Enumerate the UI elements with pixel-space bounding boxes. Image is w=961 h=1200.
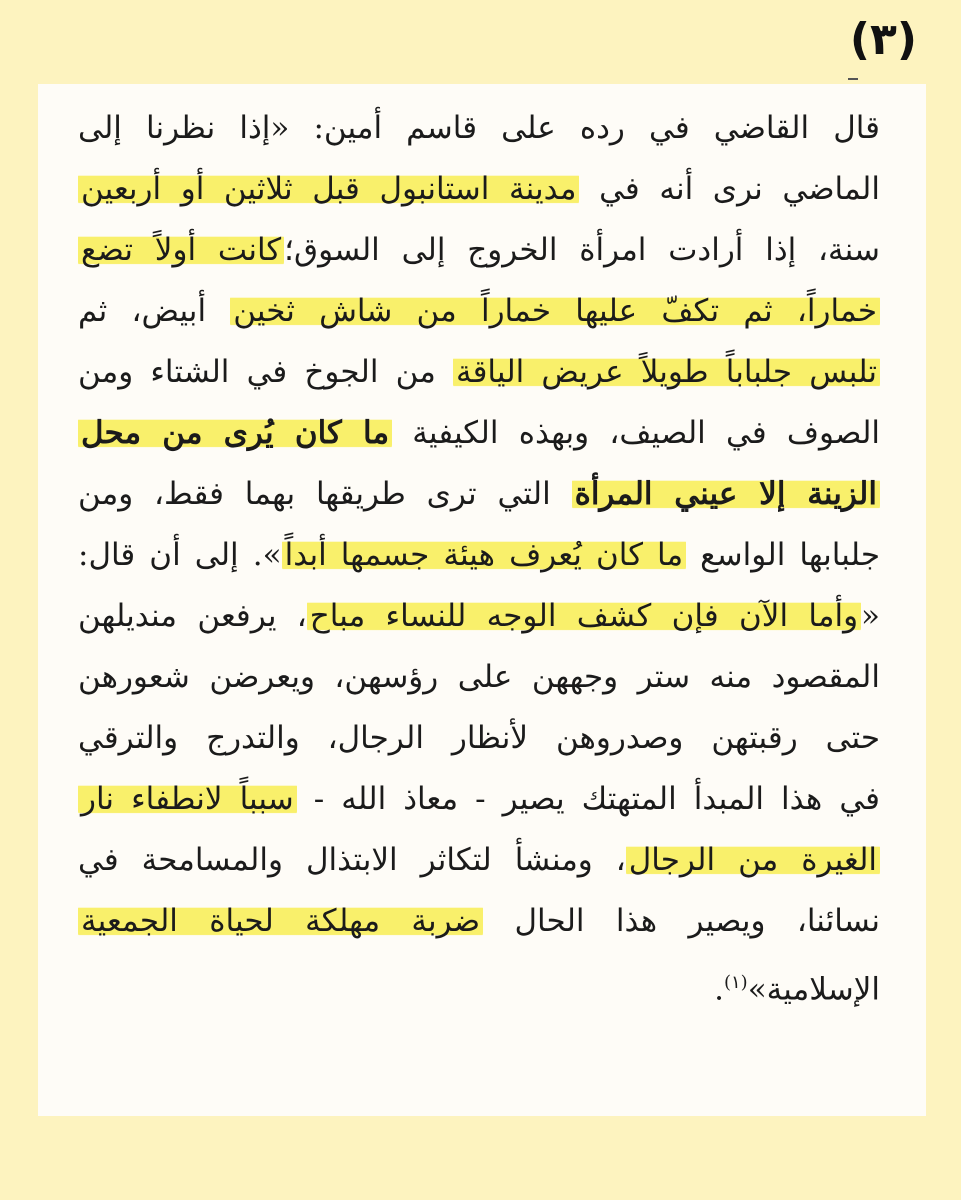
text-segment: الماضي نرى أنه في xyxy=(579,171,880,207)
text-segment: أبيض، ثم xyxy=(78,293,231,329)
text-line xyxy=(78,403,880,464)
text-segment: ، يرفعن منديلهن xyxy=(78,598,307,634)
text-segment: سنة، إذا أرادت امرأة الخروج إلى السوق؛ xyxy=(284,232,880,268)
scan-mark xyxy=(848,78,858,80)
highlighted-text: الغيرة من الرجال xyxy=(626,842,880,878)
text-line xyxy=(78,647,880,708)
text-line xyxy=(78,464,880,525)
text-segment: ». إلى أن قال: xyxy=(78,537,282,573)
highlighted-text: ما كان يُعرف هيئة جسمها أبداً xyxy=(282,537,687,573)
highlighted-text: خماراً، ثم تكفّ عليها خماراً من شاش ثخين xyxy=(230,293,880,329)
text-segment: من الجوخ في الشتاء ومن xyxy=(78,354,453,390)
text-segment: « xyxy=(861,598,881,634)
highlighted-text: الزينة إلا عيني المرأة xyxy=(572,476,880,512)
text-line xyxy=(78,220,880,281)
page-number: (٣) xyxy=(849,14,917,65)
highlighted-text: ضربة مهلكة لحياة الجمعية xyxy=(78,903,483,939)
text-line xyxy=(78,891,880,952)
book-page xyxy=(38,84,926,1116)
footnote-reference: (١) xyxy=(723,972,748,993)
text-line xyxy=(78,952,880,1013)
text-segment: حتى رقبتهن وصدروهن لأنظار الرجال، والتدرج والترقي xyxy=(78,720,880,756)
text-line xyxy=(78,525,880,586)
highlighted-text: ما كان يُرى من محل xyxy=(78,415,392,451)
text-segment: . xyxy=(714,971,724,1008)
text-line xyxy=(78,342,880,403)
quote-paragraph xyxy=(78,98,880,1013)
highlighted-text: كانت أولاً تضع xyxy=(78,232,284,268)
text-line xyxy=(78,586,880,647)
text-line xyxy=(78,98,880,159)
text-line xyxy=(78,281,880,342)
text-line xyxy=(78,830,880,891)
text-segment: التي ترى طريقها بهما فقط، ومن xyxy=(78,476,572,512)
text-segment: نسائنا، ويصير هذا الحال xyxy=(483,903,880,939)
highlighted-text: تلبس جلباباً طويلاً عريض الياقة xyxy=(453,354,880,390)
text-line xyxy=(78,159,880,220)
text-segment: ، ومنشأ لتكاثر الابتذال والمسامحة في xyxy=(78,842,626,878)
highlighted-text: سبباً لانطفاء نار xyxy=(78,781,297,817)
text-segment: في هذا المبدأ المتهتك يصير - معاذ الله - xyxy=(296,781,880,817)
text-segment: قال القاضي في رده على قاسم أمين: «إذا نظرنا إلى xyxy=(78,110,880,146)
text-segment: جلبابها الواسع xyxy=(686,537,880,573)
text-line xyxy=(78,708,880,769)
text-segment: الإسلامية» xyxy=(747,971,880,1008)
highlighted-text: مدينة استانبول قبل ثلاثين أو أربعين xyxy=(78,171,579,207)
text-segment: الصوف في الصيف، وبهذه الكيفية xyxy=(392,415,880,451)
highlighted-text: وأما الآن فإن كشف الوجه للنساء مباح xyxy=(307,598,861,634)
text-line xyxy=(78,769,880,830)
text-segment: المقصود منه ستر وجههن على رؤسهن، ويعرضن شعورهن xyxy=(78,659,880,695)
